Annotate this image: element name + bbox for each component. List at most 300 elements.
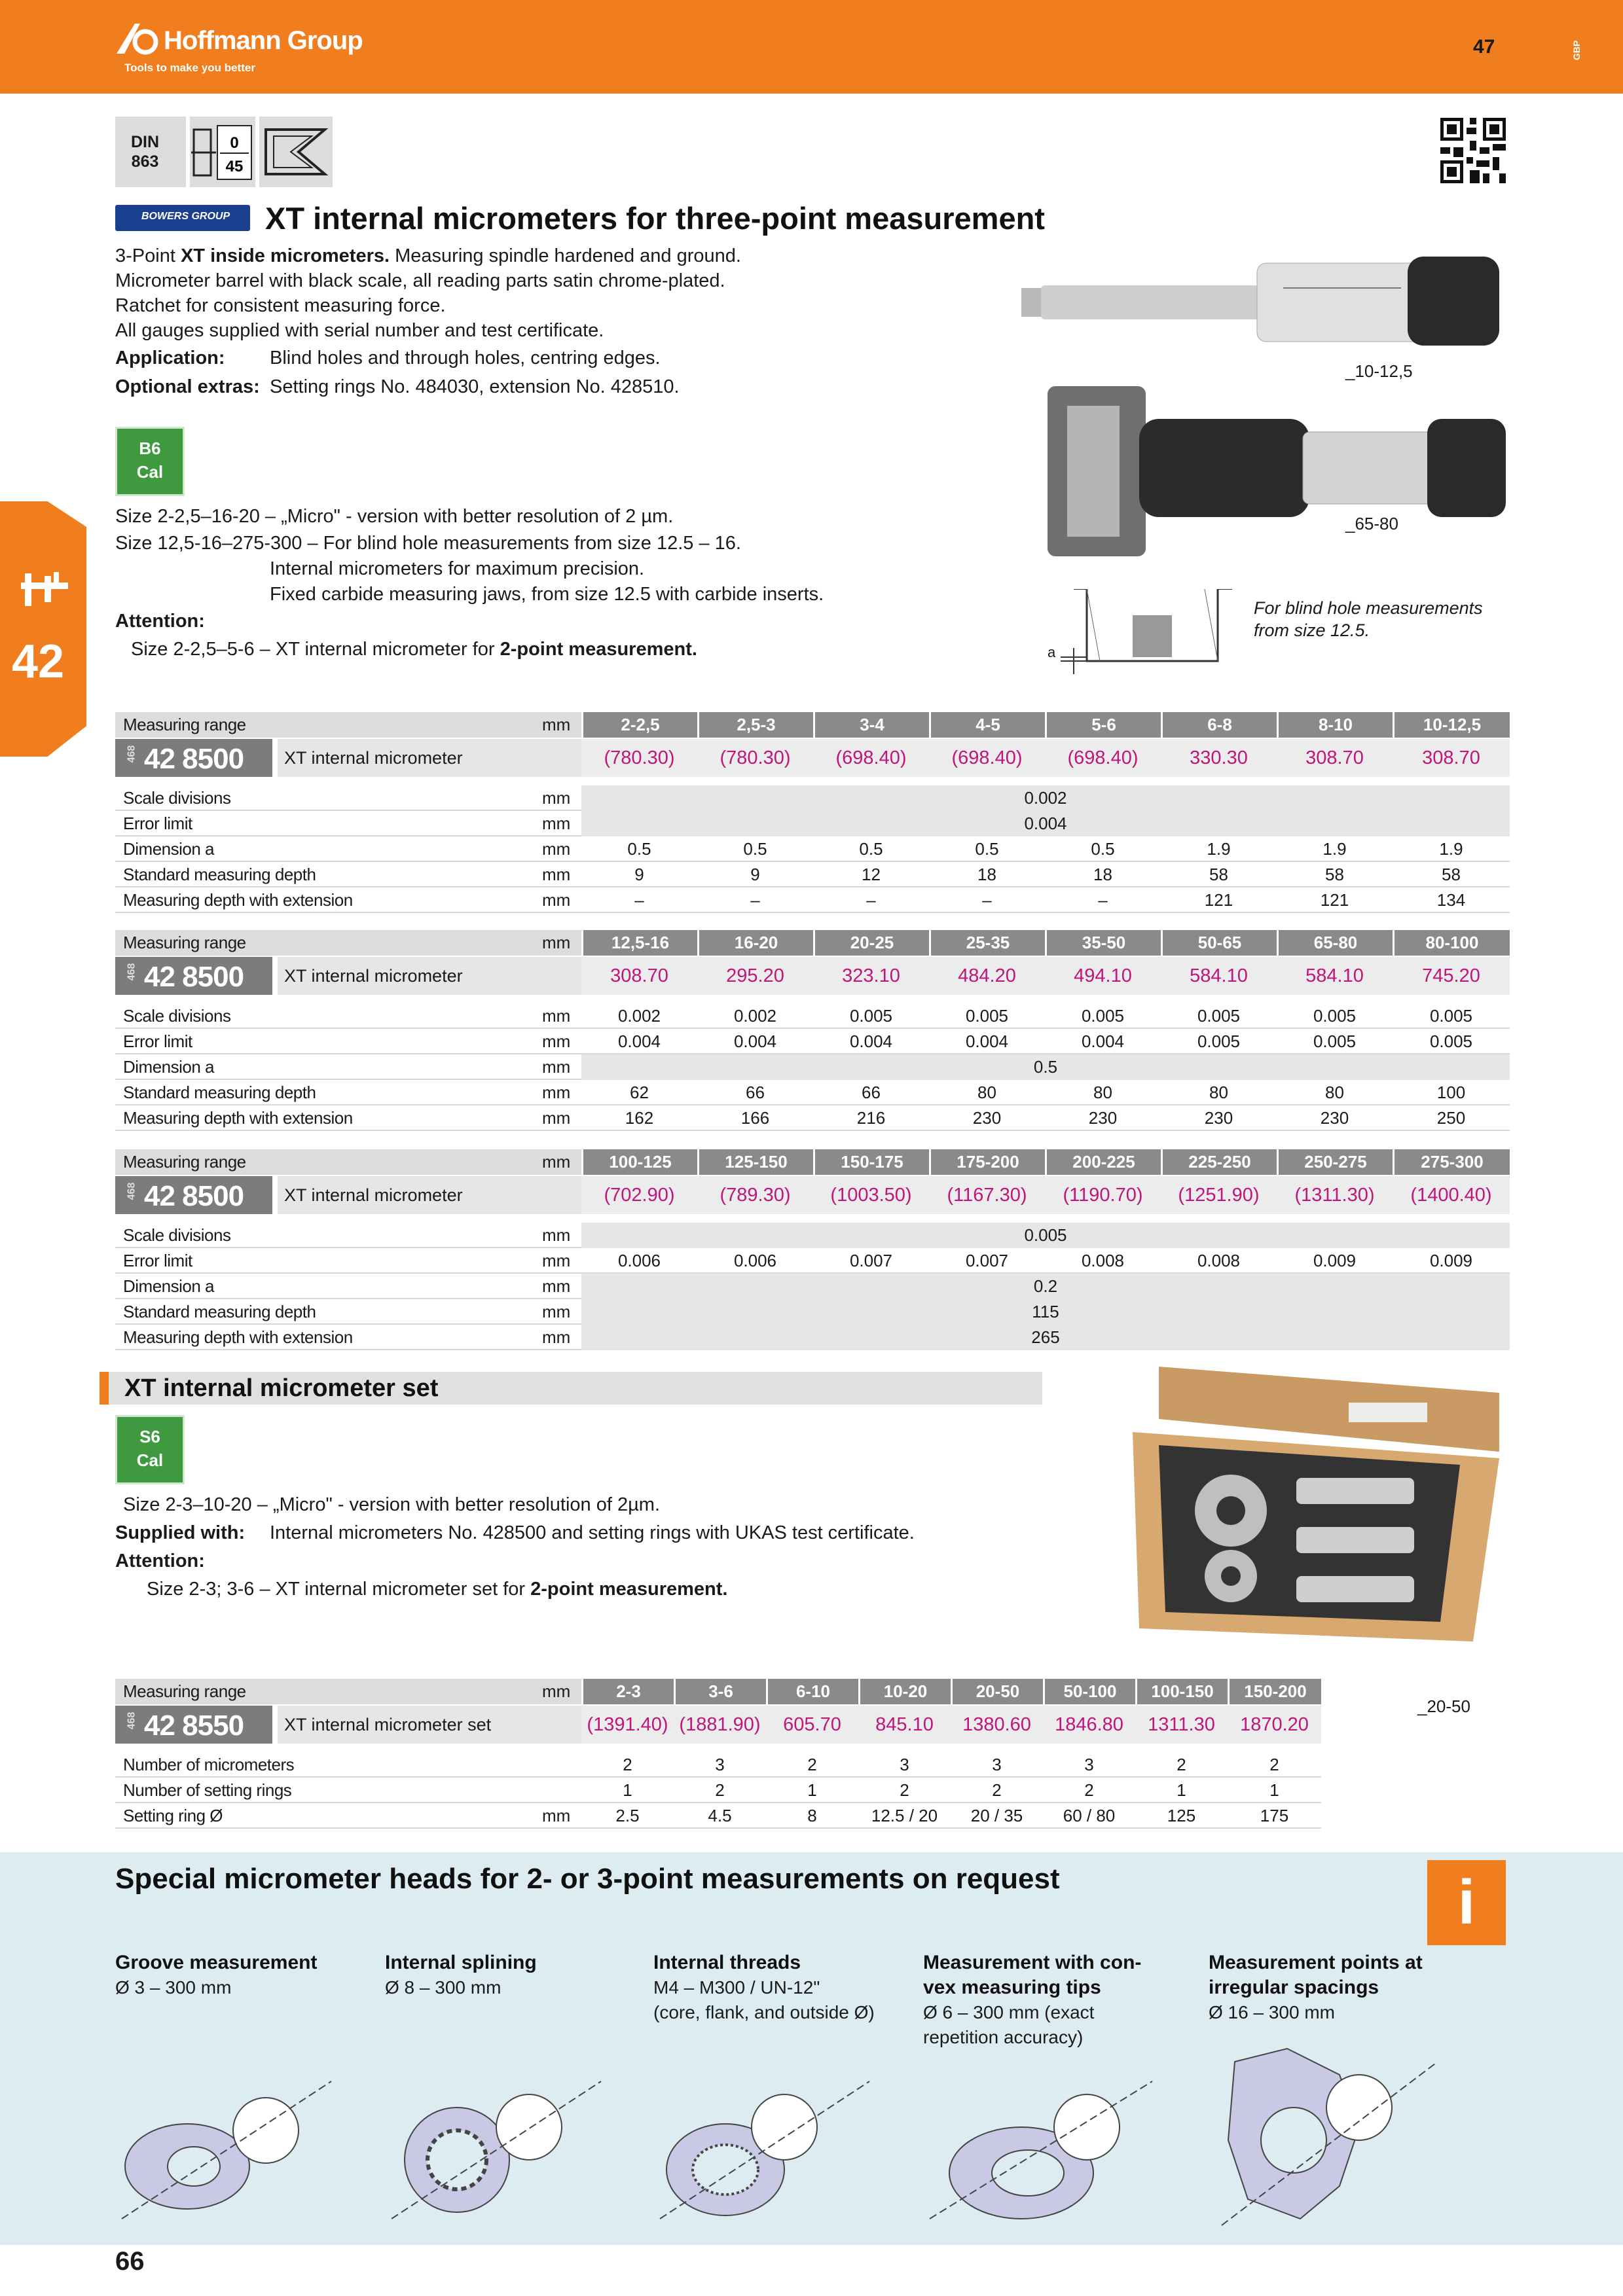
price-cell: 323.10 [842, 965, 900, 986]
range-cell: 150-200 [1228, 1679, 1321, 1704]
caption-set: _20-50 [1417, 1696, 1470, 1716]
attention-label: Attention: [115, 611, 205, 632]
product-number-box: 468 42 8500 [115, 957, 272, 995]
value-cell: 250 [1436, 1108, 1466, 1128]
range-cell: 25-35 [929, 930, 1045, 956]
value-cell: 2 [1269, 1755, 1279, 1774]
table-row [115, 836, 1510, 862]
set-note-micro: Size 2-3–10-20 – „Micro" - version with better resolution of 2µm. [123, 1494, 661, 1515]
micrometer-photo-large [1041, 380, 1512, 563]
range-cell: 10-12,5 [1393, 712, 1510, 738]
convex-head-drawing [923, 2075, 1159, 2225]
range-cell: 2-3 [581, 1679, 674, 1704]
product-name: XT internal micrometer [278, 1176, 697, 1214]
table-row [115, 1274, 1510, 1299]
value-cell: 0.004 [617, 1031, 661, 1051]
value-cell: – [866, 890, 876, 910]
range-cell: 20-50 [951, 1679, 1043, 1704]
value-cell: 0.006 [733, 1251, 777, 1270]
range-cell: 12,5-16 [581, 930, 697, 956]
price-cell: 1870.20 [1240, 1714, 1309, 1735]
row-label: Dimension a [123, 1276, 215, 1296]
value-cell: 0.004 [733, 1031, 777, 1051]
set-attention-text: Size 2-3; 3-6 – XT internal micrometer set for 2-point measurement. [147, 1579, 728, 1600]
measuring-range-label: Measuring range [123, 715, 246, 734]
unit-label: mm [542, 1251, 571, 1270]
value-cell: 80 [1209, 1083, 1228, 1102]
price-cell: (698.40) [835, 747, 907, 768]
range-cell: 8-10 [1277, 712, 1393, 738]
column-groove [115, 1950, 317, 2000]
price-cell: (1167.30) [947, 1185, 1027, 1206]
description-line-4: All gauges supplied with serial number and test certificate. [115, 320, 604, 341]
row-label: Measuring depth with extension [123, 1108, 353, 1128]
product-number-box: 468 42 8500 [115, 739, 272, 777]
value-cell: – [1098, 890, 1108, 910]
value-cell: 0.002 [617, 1006, 661, 1026]
unit-label: mm [542, 788, 571, 808]
unit-label: mm [542, 1225, 571, 1245]
svg-text:45: 45 [225, 158, 244, 175]
bowers-logo-text: BOWERS GROUP [141, 211, 230, 222]
range-cell: 275-300 [1393, 1149, 1510, 1175]
range-cell: 2-2,5 [581, 712, 697, 738]
value-cell: – [750, 890, 760, 910]
measuring-range-label: Measuring range [123, 933, 246, 952]
unit-label: mm [542, 1152, 571, 1172]
chapter-number: 42 [12, 636, 65, 688]
column-text: Ø 16 – 300 mm [1209, 2002, 1335, 2022]
din-label: DIN 863 [131, 133, 160, 171]
value-cell: 2 [807, 1755, 817, 1774]
value-cell: 62 [630, 1083, 649, 1102]
value-cell: 1.9 [1207, 839, 1231, 859]
table-row [115, 862, 1510, 888]
unit-label: mm [542, 1302, 571, 1321]
range-cell: 2,5-3 [697, 712, 813, 738]
unit-label: mm [542, 1806, 571, 1825]
value-cell: 1 [623, 1780, 632, 1800]
price-cell: (1400.40) [1410, 1185, 1492, 1206]
range-cell: 250-275 [1277, 1149, 1393, 1175]
product-row[interactable] [115, 1706, 1321, 1744]
value-cell: 1 [807, 1780, 817, 1800]
table-row [115, 1778, 1321, 1803]
price-cell: (698.40) [1067, 747, 1139, 768]
table-row [115, 811, 1510, 836]
row-label: Error limit [123, 1031, 192, 1051]
groove-head-drawing [115, 2075, 338, 2225]
set-section-accent [100, 1372, 109, 1405]
unit-label: mm [542, 1031, 571, 1051]
note-carbide: Fixed carbide measuring jaws, from size 12.5 with carbide inserts. [270, 584, 824, 605]
span-value: 0.5 [581, 1054, 1510, 1080]
price-cell: 845.10 [875, 1714, 934, 1735]
range-cell: 10-20 [858, 1679, 951, 1704]
value-cell: 12 [862, 865, 881, 884]
span-value: 0.005 [581, 1223, 1510, 1248]
price-cell: 484.20 [958, 965, 1016, 986]
table-row [115, 1803, 1321, 1829]
splining-head-drawing [385, 2075, 608, 2225]
value-cell: 3 [992, 1755, 1002, 1774]
column-text: (core, flank, and outside Ø) [653, 2002, 875, 2022]
price-cell: 745.20 [1422, 965, 1480, 986]
value-cell: 3 [715, 1755, 725, 1774]
span-value: 0.004 [581, 811, 1510, 836]
unit-label: mm [542, 715, 571, 734]
table-row [115, 1054, 1510, 1080]
chapter-tab [0, 501, 86, 757]
table-row [115, 1325, 1510, 1350]
column-text: M4 – M300 / UN-12" [653, 1977, 820, 1998]
price-cell: 295.20 [726, 965, 784, 986]
value-cell: 0.007 [849, 1251, 893, 1270]
page-number-top: 47 [1473, 36, 1495, 58]
svg-text:0: 0 [230, 134, 239, 152]
range-cell: 125-150 [697, 1149, 813, 1175]
info-title: Special micrometer heads for 2- or 3-point measurements on request [115, 1863, 1060, 1895]
value-cell: 0.009 [1313, 1251, 1357, 1270]
value-cell: 1.9 [1439, 839, 1463, 859]
span-value: 0.002 [581, 785, 1510, 811]
range-box [190, 117, 255, 187]
value-cell: 0.5 [975, 839, 999, 859]
language-tag: GBP [1571, 40, 1582, 60]
price-cell: 308.70 [610, 965, 668, 986]
unit-label: mm [542, 1327, 571, 1347]
caliper-icon [18, 569, 71, 609]
value-cell: 175 [1260, 1806, 1289, 1825]
value-cell: 125 [1167, 1806, 1196, 1825]
range-cell: 20-25 [813, 930, 929, 956]
dimension-a-label: a [1048, 644, 1056, 660]
value-cell: 230 [1204, 1108, 1233, 1128]
product-name: XT internal micrometer [278, 957, 697, 995]
row-label: Number of micrometers [123, 1755, 295, 1774]
price-cell: (1251.90) [1178, 1185, 1260, 1206]
caption-large-micrometer: _65-80 [1345, 514, 1398, 533]
note-blind-hole: Size 12,5-16–275-300 – For blind hole measurements from size 12.5 – 16. [115, 533, 741, 554]
unit-label: mm [542, 933, 571, 952]
range-cell: 3-4 [813, 712, 929, 738]
value-cell: 2 [623, 1755, 632, 1774]
range-cell: 50-65 [1161, 930, 1277, 956]
price-cell: 584.10 [1190, 965, 1248, 986]
brand-tagline: Tools to make you better [124, 62, 255, 74]
value-cell: 100 [1436, 1083, 1466, 1102]
description-line-2: Micrometer barrel with black scale, all reading parts satin chrome-plated. [115, 270, 725, 291]
range-cell: 4-5 [929, 712, 1045, 738]
product-number-box: 468 42 8550 [115, 1706, 272, 1744]
value-cell: – [634, 890, 644, 910]
description-line-1: 3-Point XT inside micrometers. Measuring spindle hardened and ground. [115, 245, 741, 266]
price-cell: (698.40) [951, 747, 1023, 768]
table-row [115, 1299, 1510, 1325]
product-row[interactable] [115, 957, 1510, 995]
row-label: Scale divisions [123, 1006, 231, 1026]
product-number-box: 468 42 8500 [115, 1176, 272, 1214]
column-title: Measurement with con- [923, 1952, 1142, 1973]
info-icon: i [1427, 1860, 1506, 1945]
value-cell: 0.005 [1429, 1031, 1473, 1051]
value-cell: 0.007 [965, 1251, 1009, 1270]
value-cell: 230 [972, 1108, 1002, 1128]
column-title: vex measuring tips [923, 1977, 1101, 1998]
price-cell: (1003.50) [830, 1185, 912, 1206]
value-cell: 121 [1204, 890, 1233, 910]
table-row [115, 1248, 1510, 1274]
price-cell: 308.70 [1305, 747, 1364, 768]
table-row [115, 1029, 1510, 1054]
price-cell: 605.70 [783, 1714, 841, 1735]
table-row [115, 712, 1510, 738]
value-cell: 2 [992, 1780, 1002, 1800]
value-cell: 0.5 [859, 839, 883, 859]
value-cell: 80 [1325, 1083, 1344, 1102]
optional-extras-row: Optional extras: Setting rings No. 484030, extension No. 428510. [115, 376, 680, 397]
value-cell: 66 [862, 1083, 881, 1102]
calibration-badge-set: S6 Cal [115, 1415, 185, 1484]
unit-label: mm [542, 1083, 571, 1102]
span-value: 265 [581, 1325, 1510, 1350]
value-cell: – [982, 890, 992, 910]
value-cell: 60 / 80 [1063, 1806, 1116, 1825]
table-row [115, 1752, 1321, 1778]
column-text: Ø 3 – 300 mm [115, 1977, 232, 1998]
unit-label: mm [542, 814, 571, 833]
product-row[interactable] [115, 1176, 1510, 1214]
value-cell: 0.5 [743, 839, 767, 859]
value-cell: 216 [856, 1108, 886, 1128]
value-cell: 80 [1093, 1083, 1112, 1102]
row-label: Error limit [123, 1251, 192, 1270]
product-name: XT internal micrometer [278, 739, 697, 777]
value-cell: 0.006 [617, 1251, 661, 1270]
value-cell: 58 [1442, 865, 1461, 884]
unit-label: mm [542, 1276, 571, 1296]
set-attention-label: Attention: [115, 1551, 205, 1571]
row-label: Number of setting rings [123, 1780, 292, 1800]
row-label: Scale divisions [123, 1225, 231, 1245]
table-row [115, 1105, 1510, 1131]
table-row [115, 930, 1510, 956]
application-row: Application: Blind holes and through holes, centring edges. [115, 348, 661, 368]
value-cell: 18 [977, 865, 996, 884]
price-cell: 1311.30 [1148, 1714, 1215, 1735]
value-cell: 20 / 35 [970, 1806, 1023, 1825]
table-row [115, 1080, 1510, 1105]
range-cell: 175-200 [929, 1149, 1045, 1175]
value-cell: 1.9 [1322, 839, 1347, 859]
value-cell: 80 [977, 1083, 996, 1102]
value-cell: 1 [1269, 1780, 1279, 1800]
value-cell: 166 [740, 1108, 770, 1128]
table-row [115, 1003, 1510, 1029]
value-cell: 121 [1320, 890, 1349, 910]
value-cell: 0.005 [1313, 1006, 1357, 1026]
column-title: Internal splining [385, 1952, 537, 1973]
range-cell: 6-10 [766, 1679, 858, 1704]
value-cell: 3 [900, 1755, 909, 1774]
unit-label: mm [542, 1006, 571, 1026]
range-cell: 100-150 [1135, 1679, 1228, 1704]
value-cell: 0.004 [849, 1031, 893, 1051]
value-cell: 0.005 [1197, 1031, 1241, 1051]
irregular-head-drawing [1209, 2036, 1444, 2232]
note-precision: Internal micrometers for maximum precision. [270, 558, 645, 579]
unit-label: mm [542, 1057, 571, 1077]
brand-name: Hoffmann Group [164, 26, 363, 55]
value-cell: 8 [807, 1806, 817, 1825]
attention-text: Size 2-2,5–5-6 – XT internal micrometer for 2-point measurement. [131, 639, 697, 660]
thread-head-drawing [653, 2075, 876, 2225]
price-cell: 308.70 [1422, 747, 1480, 768]
value-cell: 2 [715, 1780, 725, 1800]
micrometer-photo-small [1021, 249, 1506, 347]
value-cell: 18 [1093, 865, 1112, 884]
value-cell: 9 [634, 865, 644, 884]
angle-box [259, 117, 333, 187]
unit-label: mm [542, 839, 571, 859]
product-name: XT internal micrometer set [278, 1706, 697, 1744]
value-cell: 2 [900, 1780, 909, 1800]
value-cell: 0.005 [1081, 1006, 1125, 1026]
price-cell: 584.10 [1305, 965, 1364, 986]
measuring-range-label: Measuring range [123, 1152, 246, 1172]
value-cell: 0.5 [1091, 839, 1115, 859]
value-cell: 0.005 [1313, 1031, 1357, 1051]
value-cell: 2 [1084, 1780, 1094, 1800]
column-title: Measurement points at [1209, 1952, 1423, 1973]
column-title: Groove measurement [115, 1952, 318, 1973]
table-row [115, 1679, 1321, 1704]
price-cell: 494.10 [1074, 965, 1132, 986]
set-supplied-row: Supplied with: Internal micrometers No. 428500 and setting rings with UKAS test certificate. [115, 1522, 915, 1543]
page-title: XT internal micrometers for three-point measurement [265, 201, 1045, 236]
range-cell: 5-6 [1045, 712, 1161, 738]
value-cell: 0.002 [733, 1006, 777, 1026]
blind-hole-note: For blind hole measurements from size 12.5. [1254, 598, 1483, 640]
value-cell: 58 [1325, 865, 1344, 884]
page-number: 66 [115, 2247, 145, 2276]
column-convex [923, 1950, 1141, 2050]
column-title: irregular spacings [1209, 1977, 1379, 1998]
value-cell: 0.008 [1197, 1251, 1241, 1270]
unit-label: mm [542, 1108, 571, 1128]
value-cell: 0.008 [1081, 1251, 1125, 1270]
price-cell: (789.30) [720, 1185, 791, 1206]
row-label: Measuring depth with extension [123, 1327, 353, 1347]
price-cell: (780.30) [604, 747, 675, 768]
table-row [115, 785, 1510, 811]
note-micro-version: Size 2-2,5–16-20 – „Micro" - version with better resolution of 2 µm. [115, 506, 674, 527]
price-cell: 1380.60 [962, 1714, 1031, 1735]
value-cell: 4.5 [708, 1806, 732, 1825]
price-cell: (780.30) [720, 747, 791, 768]
range-cell: 3-6 [674, 1679, 766, 1704]
value-cell: 0.5 [627, 839, 651, 859]
span-value: 0.2 [581, 1274, 1510, 1299]
column-text: repetition accuracy) [923, 2027, 1084, 2047]
value-cell: 0.004 [965, 1031, 1009, 1051]
range-cell: 65-80 [1277, 930, 1393, 956]
table-row [115, 888, 1510, 913]
value-cell: 3 [1084, 1755, 1094, 1774]
range-cell: 225-250 [1161, 1149, 1277, 1175]
set-section-title: XT internal micrometer set [124, 1374, 439, 1402]
span-value: 115 [581, 1299, 1510, 1325]
range-cell: 200-225 [1045, 1149, 1161, 1175]
column-title: Internal threads [653, 1952, 801, 1973]
row-label: Measuring depth with extension [123, 890, 353, 910]
price-cell: (1881.90) [679, 1714, 761, 1735]
range-cell: 100-125 [581, 1149, 697, 1175]
value-cell: 1 [1176, 1780, 1186, 1800]
row-label: Dimension a [123, 1057, 215, 1077]
measuring-range-icon [190, 117, 255, 187]
range-cell: 80-100 [1393, 930, 1510, 956]
column-irregular [1209, 1950, 1423, 2025]
value-cell: 0.005 [965, 1006, 1009, 1026]
price-cell: 1846.80 [1055, 1714, 1123, 1735]
description-line-3: Ratchet for consistent measuring force. [115, 295, 446, 316]
value-cell: 2 [1176, 1755, 1186, 1774]
table-row [115, 1223, 1510, 1248]
column-text: Ø 6 – 300 mm (exact [923, 2002, 1095, 2022]
range-cell: 16-20 [697, 930, 813, 956]
caption-small-micrometer: _10-12,5 [1345, 361, 1413, 381]
row-label: Setting ring Ø [123, 1806, 223, 1825]
value-cell: 0.005 [1429, 1006, 1473, 1026]
micrometer-set-case-photo [1133, 1367, 1512, 1641]
price-cell: (1391.40) [587, 1714, 668, 1735]
hoffmann-logo-icon [115, 21, 160, 56]
table-row [115, 1149, 1510, 1175]
product-row[interactable] [115, 739, 1510, 777]
value-cell: 0.005 [849, 1006, 893, 1026]
column-splining [385, 1950, 537, 2000]
three-point-jaw-icon [259, 117, 333, 187]
range-cell: 35-50 [1045, 930, 1161, 956]
value-cell: 12.5 / 20 [871, 1806, 938, 1825]
range-cell: 50-100 [1043, 1679, 1135, 1704]
row-label: Standard measuring depth [123, 1083, 316, 1102]
value-cell: 230 [1088, 1108, 1118, 1128]
value-cell: 66 [746, 1083, 765, 1102]
value-cell: 230 [1320, 1108, 1349, 1128]
column-threads [653, 1950, 875, 2025]
value-cell: 0.009 [1429, 1251, 1473, 1270]
value-cell: 2.5 [615, 1806, 640, 1825]
row-label: Dimension a [123, 839, 215, 859]
measuring-range-label: Measuring range [123, 1681, 246, 1701]
row-label: Standard measuring depth [123, 1302, 316, 1321]
row-label: Scale divisions [123, 788, 231, 808]
value-cell: 0.005 [1197, 1006, 1241, 1026]
unit-label: mm [542, 865, 571, 884]
price-cell: (1311.30) [1294, 1185, 1375, 1206]
row-label: Standard measuring depth [123, 865, 316, 884]
blind-hole-diagram [1061, 589, 1237, 687]
price-cell: 330.30 [1190, 747, 1248, 768]
value-cell: 9 [750, 865, 760, 884]
price-cell: (1190.70) [1063, 1185, 1143, 1206]
value-cell: 0.004 [1081, 1031, 1125, 1051]
unit-label: mm [542, 1681, 571, 1701]
calibration-badge: B6 Cal [115, 427, 185, 496]
row-label: Error limit [123, 814, 192, 833]
